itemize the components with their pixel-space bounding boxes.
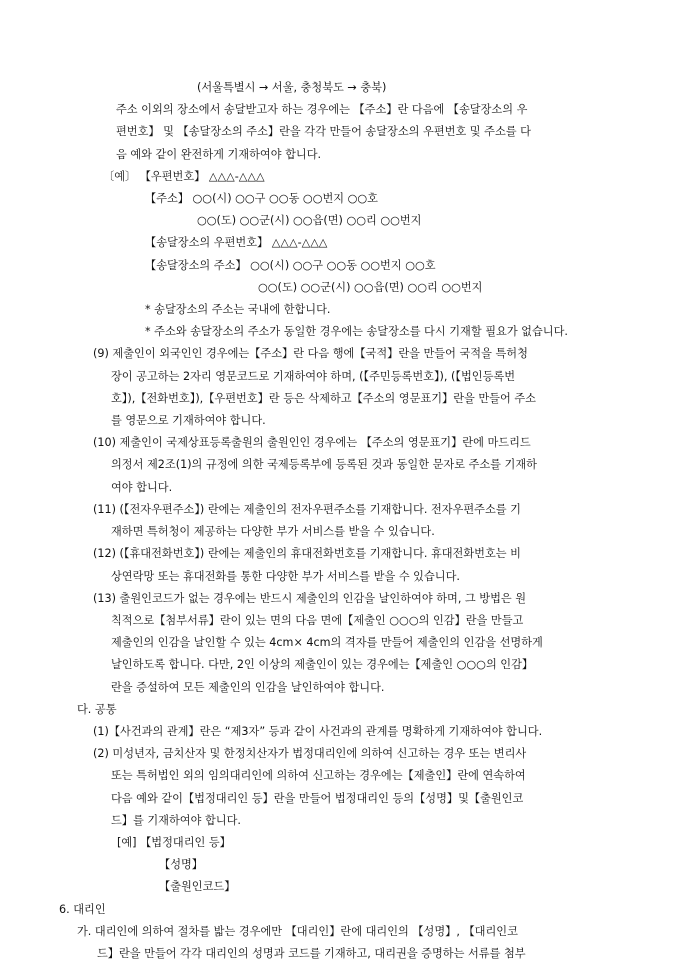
text-line: 란을 증설하여 모든 제출인의 인감을 날인하여야 합니다. <box>111 681 385 694</box>
text-line: 호】),【전화번호】),【우편번호】란 등은 삭제하고【주소의 영문표기】란을 만들어 주소 <box>111 392 536 405</box>
text-line: 장이 공고하는 2자리 영문코드로 기재하여야 하며, (【주민등록번호】), (【법인등록번 <box>111 370 516 383</box>
text-line: 【주소】 ○○(시) ○○구 ○○동 ○○번지 ○○호 <box>145 192 378 205</box>
text-line: 【출원인코드】 <box>159 880 236 893</box>
text-line: 를 영문으로 기재하여야 합니다. <box>111 414 266 427</box>
text-line: 날인하도록 합니다. 다만, 2인 이상의 제출인이 있는 경우에는【제출인 ○○○의 인감】 <box>111 658 534 671</box>
text-line: ○○(도) ○○군(시) ○○읍(면) ○○리 ○○번지 <box>258 281 483 294</box>
text-line: 【송달장소의 주소】 ○○(시) ○○구 ○○동 ○○번지 ○○호 <box>145 259 436 272</box>
text-line: 재하면 특허청이 제공하는 다양한 부가 서비스를 받을 수 있습니다. <box>111 525 435 538</box>
text-line: 드】란을 만들어 각각 대리인의 성명과 코드를 기재하고, 대리권을 증명하는 서류를 첨부 <box>97 947 526 960</box>
text-line: 주소 이외의 장소에서 송달받고자 하는 경우에는 【주소】란 다음에 【송달장소의 우 <box>116 103 528 116</box>
text-line: [예] 【법정대리인 등】 <box>117 836 231 849</box>
text-line: 드】를 기재하여야 합니다. <box>111 814 241 827</box>
text-line: * 주소와 송달장소의 주소가 동일한 경우에는 송달장소를 다시 기재할 필요가 없습니다. <box>145 325 568 338</box>
text-line: (13) 출원인코드가 없는 경우에는 반드시 제출인의 인감을 날인하여야 하며, 그 방법은 원 <box>93 592 527 605</box>
text-line: 음 예와 같이 완전하게 기재하여야 합니다. <box>116 148 322 161</box>
text-line: 칙적으로【첨부서류】란이 있는 면의 다음 면에【제출인 ○○○의 인감】란을 만들고 <box>111 614 524 627</box>
text-line: 여야 합니다. <box>111 481 173 494</box>
text-line: 〔예〕 【우편번호】 △△△-△△△ <box>103 170 265 183</box>
text-line: 다음 예와 같이【법정대리인 등】란을 만들어 법정대리인 등의【성명】및【출원인코 <box>111 792 524 805</box>
text-line: 【성명】 <box>159 858 203 871</box>
text-line: (서울특별시 → 서울, 충청북도 → 충북) <box>197 81 387 94</box>
text-line: (1)【사건과의 관계】란은 “제3자” 등과 같이 사건과의 관계를 명확하게 기재하여야 합니다. <box>93 725 543 738</box>
text-line: (11) (【전자우편주소】) 란에는 제출인의 전자우편주소를 기재합니다. 전자우편주소를 기 <box>93 503 521 516</box>
text-line: * 송달장소의 주소는 국내에 한합니다. <box>145 303 331 316</box>
text-line: (12) (【휴대전화번호】) 란에는 제출인의 휴대전화번호를 기재합니다. 휴대전화번호는 비 <box>93 547 521 560</box>
text-line: (10) 제출인이 국제상표등록출원의 출원인인 경우에는 【주소의 영문표기】란에 마드리드 <box>93 436 531 449</box>
text-line: (2) 미성년자, 금치산자 및 한정치산자가 법정대리인에 의하여 신고하는 경우 또는 변리사 <box>93 747 527 760</box>
section-heading: 다. 공통 <box>77 703 117 716</box>
text-line: 또는 특허법인 외의 임의대리인에 의하여 신고하는 경우에는【제출인】란에 연속하여 <box>111 769 526 782</box>
text-line: 의정서 제2조(1)의 규정에 의한 국제등록부에 등록된 것과 동일한 문자로 주소를 기재하 <box>111 458 537 471</box>
text-line: 상연락망 또는 휴대전화를 통한 다양한 부가 서비스를 받을 수 있습니다. <box>111 570 460 583</box>
text-line: 【송달장소의 우편번호】 △△△-△△△ <box>145 236 328 249</box>
text-line: (9) 제출인이 외국인인 경우에는【주소】란 다음 행에【국적】란을 만들어 국적을 특허청 <box>93 347 528 360</box>
text-line: 가. 대리인에 의하여 절차를 밟는 경우에만 【대리인】란에 대리인의 【성명】, 【대리인코 <box>77 925 518 938</box>
text-line: 제출인의 인감을 날인할 수 있는 4cm× 4cm의 격자를 만들어 제출인의 인감을 선명하게 <box>111 636 543 649</box>
text-line: ○○(도) ○○군(시) ○○읍(면) ○○리 ○○번지 <box>197 214 422 227</box>
section-heading: 6. 대리인 <box>59 903 106 916</box>
text-line: 편번호】 및 【송달장소의 주소】란을 각각 만들어 송달장소의 우편번호 및 주소를 다 <box>116 125 531 138</box>
